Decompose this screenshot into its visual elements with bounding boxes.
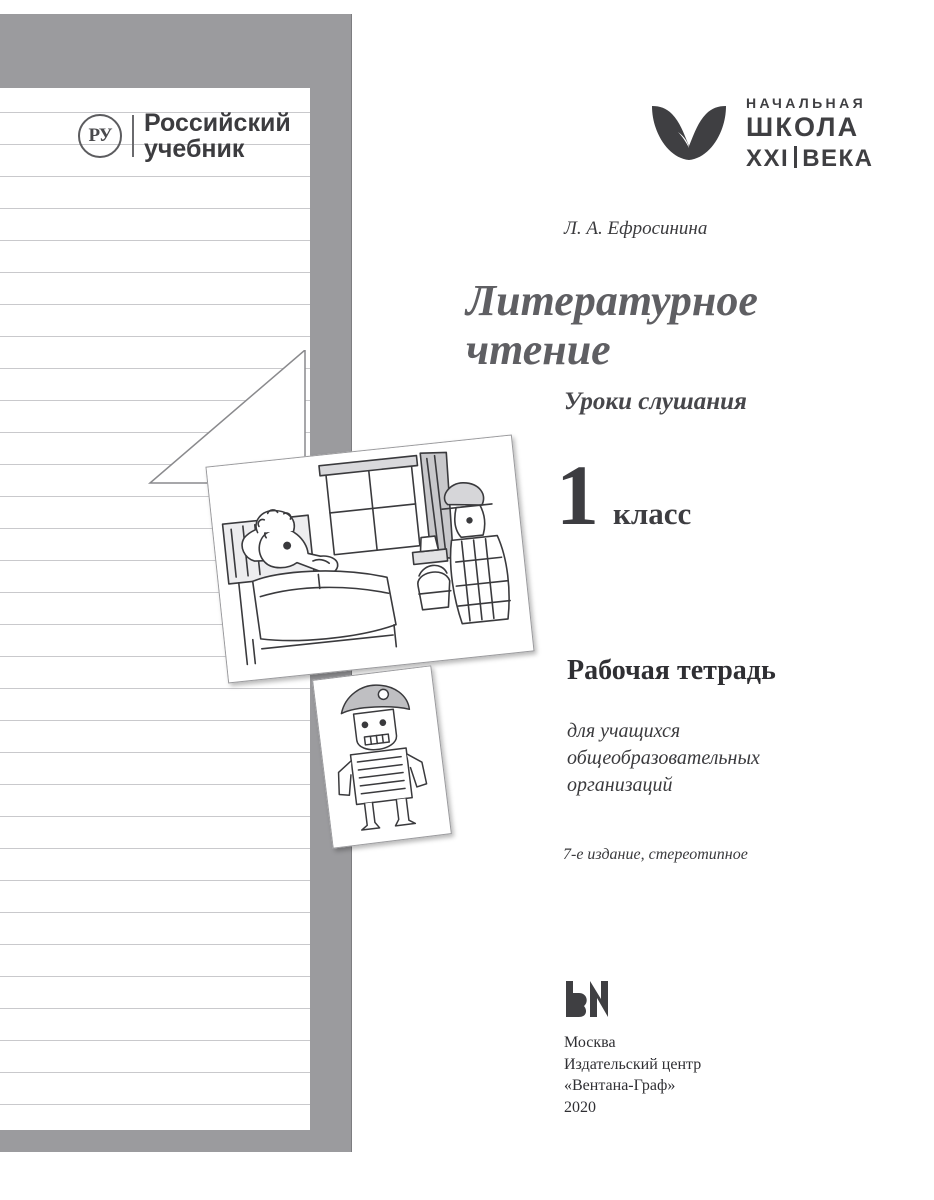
edition-note: 7-е издание, стереотипное <box>563 846 748 863</box>
series-line-2: ШКОЛА <box>746 112 860 142</box>
illustration-card-big <box>205 434 534 683</box>
audience-note <box>567 718 867 799</box>
imprint-city: Москва <box>564 1034 616 1051</box>
series-century: XXI <box>746 145 790 172</box>
imprint-publisher-line2: «Вентана-Граф» <box>564 1077 676 1095</box>
publisher-logo <box>78 110 291 163</box>
book-title <box>466 276 886 375</box>
right-margin <box>924 0 934 1200</box>
audience-line-3: организаций <box>567 774 673 796</box>
top-margin <box>0 0 934 14</box>
audience-line-2: общеобразовательных <box>567 747 760 769</box>
series-text <box>746 96 874 171</box>
series-line-3 <box>746 144 874 171</box>
book-title-line1: Литературное <box>466 276 758 325</box>
russian-textbook-mark-icon: РУ <box>78 114 122 158</box>
author-name: Л. А. Ефросинина <box>564 218 708 239</box>
grade-label <box>556 447 692 543</box>
imprint-year: 2020 <box>564 1098 596 1116</box>
series-line-1: НАЧАЛЬНАЯ <box>746 95 867 111</box>
illustration-card-nutcracker <box>313 667 448 846</box>
book-subtitle: Уроки слушания <box>564 388 747 415</box>
publisher-name <box>144 110 291 163</box>
publisher-name-line1: Российский <box>144 109 291 137</box>
illustration-card-wolf-in-bed <box>207 436 532 681</box>
book-title-line2: чтение <box>466 325 611 375</box>
ventana-graf-logo-icon <box>564 978 610 1020</box>
series-separator <box>794 146 797 168</box>
imprint-publisher-line1: Издательский центр <box>564 1055 702 1073</box>
audience-line-1: для учащихся <box>567 720 681 742</box>
logo-divider <box>132 115 134 157</box>
grade-number: 1 <box>556 447 599 543</box>
series-era: ВЕКА <box>802 145 874 172</box>
publisher-name-line2: учебник <box>144 135 245 164</box>
grade-word: класс <box>613 496 692 531</box>
imprint-block <box>564 1032 701 1118</box>
bottom-margin <box>0 1152 934 1200</box>
illustration-card-small <box>312 665 452 848</box>
workbook-label: Рабочая тетрадь <box>567 655 776 686</box>
bird-icon <box>648 102 730 164</box>
series-logo <box>648 96 874 171</box>
